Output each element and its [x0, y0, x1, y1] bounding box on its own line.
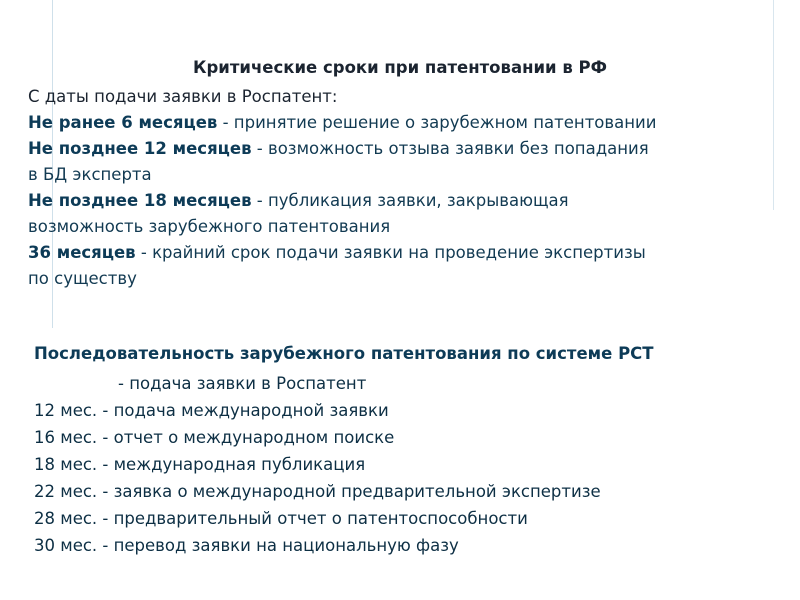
- pct-section-title: Последовательность зарубежного патентования по системе РСТ: [34, 344, 654, 363]
- pct-step-3: 16 мес. - отчет о международном поиске: [34, 428, 395, 447]
- deadline-item-2-continuation: в БД эксперта: [28, 165, 152, 184]
- pct-step-6: 28 мес. - предварительный отчет о патентоспособности: [34, 509, 528, 528]
- pct-step-7: 30 мес. - перевод заявки на национальную фазу: [34, 536, 459, 555]
- slide-title: Критические сроки при патентовании в РФ: [193, 58, 607, 77]
- deadline-item-1-text: - принятие решение о зарубежном патентовании: [217, 113, 657, 132]
- deadline-item-2-text: - возможность отзыва заявки без попадания: [251, 139, 649, 158]
- deadline-item-4-continuation: по существу: [28, 269, 137, 288]
- pct-step-2: 12 мес. - подача международной заявки: [34, 401, 389, 420]
- deadline-item-4-label: 36 месяцев: [28, 243, 136, 262]
- pct-step-1: - подача заявки в Роспатент: [118, 374, 367, 393]
- deadline-item-1-label: Не ранее 6 месяцев: [28, 113, 218, 132]
- pct-step-4: 18 мес. - международная публикация: [34, 455, 366, 474]
- deadline-item-2-label: Не позднее 12 месяцев: [28, 139, 252, 158]
- deadline-item-3-text: - публикация заявки, закрывающая: [251, 191, 569, 210]
- deadline-item-3-label: Не позднее 18 месяцев: [28, 191, 252, 210]
- deadline-item-1: [28, 110, 788, 136]
- critical-deadlines-block: [28, 84, 788, 292]
- deadline-item-3: [28, 188, 788, 214]
- pct-sequence-list: [34, 370, 774, 559]
- deadline-item-2: [28, 136, 788, 162]
- pct-step-5: 22 мес. - заявка о международной предварительной экспертизе: [34, 482, 601, 501]
- deadline-item-4: [28, 240, 788, 266]
- deadline-item-3-continuation: возможность зарубежного патентования: [28, 217, 391, 236]
- intro-line: С даты подачи заявки в Роспатент:: [28, 87, 338, 106]
- deadline-item-4-text: - крайний срок подачи заявки на проведение экспертизы: [135, 243, 646, 262]
